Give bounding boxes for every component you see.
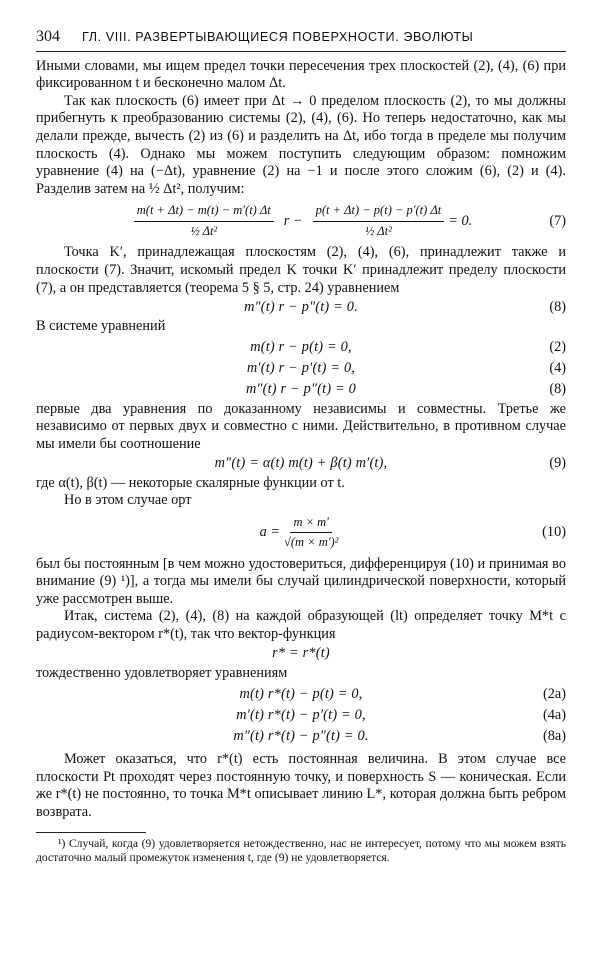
fraction-m-denominator: ½ Δt² <box>190 223 218 238</box>
fraction-a <box>284 514 338 552</box>
system-1-label-8: (8) <box>549 381 566 398</box>
system-1-label-2: (2) <box>549 339 566 356</box>
system-1-row <box>36 380 566 401</box>
page-number: 304 <box>36 28 60 45</box>
paragraph-10: тождественно удовлетворяет уравнениям <box>36 664 288 681</box>
footnote: ¹) Случай, когда (9) удовлетворяется нетождественно, нас не интересует, потому что мы можем взять достаточно малый промежуток изменения t, где (9) не удовлетворяется. <box>36 836 566 864</box>
fraction-m <box>134 202 274 240</box>
equation-7 <box>36 198 566 244</box>
equation-8 <box>36 297 566 318</box>
equation-9 <box>36 454 566 475</box>
system-2-row <box>36 684 566 705</box>
system-1-eq-8: m″(t) r − p″(t) = 0 <box>245 381 357 398</box>
paragraph-2: Так как плоскость (6) имеет при Δt → 0 пределом плоскость (2), то мы должны прибегнуть к преобразованию системы (2), (4), (6). Но теперь недостаточно, как мы делали прежде, вычесть (2) из (6) и разделить на Δt, ибо тогда в пределе мы получим плоскость (4). Однако мы можем поступить следующим образом: помножим уравнение (4) на (−Δt), уравнение (2) на −1 и после этого сложим (6), (2) и (4). Разделив затем на ½ Δt², получим: <box>36 92 566 197</box>
system-1-label-4: (4) <box>549 360 566 377</box>
equation-9-body: m″(t) = α(t) m(t) + β(t) m′(t), <box>214 455 388 472</box>
system-1-row <box>36 359 566 380</box>
equation-8-label: (8) <box>549 298 566 315</box>
system-2-eq-8a: m″(t) r*(t) − p″(t) = 0. <box>233 727 369 744</box>
paragraph-1: Иными словами, мы ищем предел точки пересечения трех плоскостей (2), (4), (6) при фиксированном t и бесконечно малом Δt. <box>36 57 566 92</box>
equation-7-tail: = 0. <box>448 212 473 229</box>
equation-10 <box>36 510 566 556</box>
fraction-p-numerator: p(t + Δt) − p(t) − p′(t) Δt <box>313 202 445 222</box>
footnote-divider <box>36 832 146 833</box>
paragraph-4: В системе уравнений <box>36 318 166 335</box>
fraction-p <box>313 202 445 240</box>
system-2-label-2a: (2а) <box>542 685 566 702</box>
paragraph-7: Но в этом случае орт <box>64 492 192 509</box>
equation-7-middle: r − <box>283 212 303 229</box>
system-2-row <box>36 726 566 747</box>
system-1-eq-2: m(t) r − p(t) = 0, <box>250 339 352 356</box>
equation-10-lhs: a = <box>259 523 280 540</box>
system-2-label-8a: (8а) <box>542 727 566 744</box>
system-1 <box>36 338 566 401</box>
book-page <box>36 28 566 865</box>
system-1-eq-4: m′(t) r − p′(t) = 0, <box>246 360 356 377</box>
system-2-row <box>36 705 566 726</box>
paragraph-11: Может оказаться, что r*(t) есть постоянная величина. В этом случае все плоскости Pt проходят через постоянную точку, и поверхность S — коническая. Если же r*(t) не постоянно, то точка M*t описывает линию L*, которая должна быть ребром возврата. <box>36 751 566 821</box>
equation-r-star <box>36 644 566 665</box>
equation-9-label: (9) <box>549 455 566 472</box>
fraction-m-numerator: m(t + Δt) − m(t) − m′(t) Δt <box>134 202 274 222</box>
system-2 <box>36 684 566 747</box>
fraction-p-denominator: ½ Δt² <box>365 223 392 238</box>
paragraph-9: Итак, система (2), (4), (8) на каждой образующей (lt) определяет точку M*t с радиусом-вектором r*(t), так что вектор-функция <box>36 608 566 643</box>
paragraph-8: был бы постоянным [в чем можно удостовериться, дифференцируя (10) и принимая во внимание (9) ¹)], а тогда мы имели бы случай цилиндрической поверхности, который уже рассмотрен выше. <box>36 555 566 607</box>
paragraph-3: Точка K′, принадлежащая плоскостям (2), (4), (6), принадлежит также и плоскости (7). Значит, искомый предел K точки K′ принадлежит пределу плоскости (7), а он представляется (теорема 5 § 5, стр. 24) уравнением <box>36 244 566 296</box>
fraction-a-denominator: √(m × m′)² <box>283 535 339 550</box>
paragraph-5: первые два уравнения по доказанному независимы и совместны. Третье же независимо от первых двух и совместно с ними. Действительно, в противном случае мы имели бы соотношение <box>36 400 566 452</box>
equation-8-body: m″(t) r − p″(t) = 0. <box>244 298 358 315</box>
system-2-label-4a: (4а) <box>542 706 566 723</box>
equation-7-label: (7) <box>549 212 566 229</box>
equation-r-star-body: r* = r*(t) <box>272 645 330 662</box>
system-1-row <box>36 338 566 359</box>
chapter-title: ГЛ. VIII. РАЗВЕРТЫВАЮЩИЕСЯ ПОВЕРХНОСТИ. ЭВОЛЮТЫ <box>82 30 474 44</box>
running-header <box>36 28 566 52</box>
paragraph-6: где α(t), β(t) — некоторые скалярные функции от t. <box>36 474 345 491</box>
fraction-a-numerator: m × m′ <box>290 514 331 534</box>
equation-10-label: (10) <box>542 523 566 540</box>
system-2-eq-4a: m′(t) r*(t) − p′(t) = 0, <box>236 706 366 723</box>
system-2-eq-2a: m(t) r*(t) − p(t) = 0, <box>239 685 363 702</box>
